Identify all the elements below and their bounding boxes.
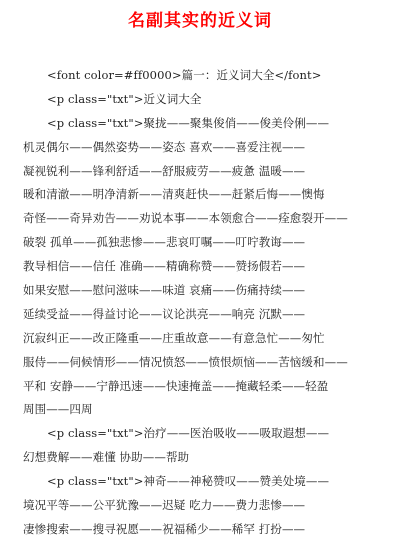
text-line [0,398,400,422]
line-text: <p class="txt">神奇——神秘赞叹——赞美处境—— [47,474,330,489]
text-line [0,231,400,255]
markup-line [0,422,400,446]
line-text: 机灵偶尔——偶然姿势——姿态 喜欢——喜爱注视—— [23,139,306,154]
text-line [0,183,400,207]
markup-line [0,64,400,88]
line-text: <font color=#ff0000>篇一：近义词大全</font> [47,68,322,82]
line-text: 破裂 孤单——孤独悲惨——悲哀叮嘱——叮咛教诲—— [23,235,306,250]
text-line [0,279,400,303]
line-text: <p class="txt">近义词大全 [47,91,202,106]
line-text: 如果安慰——慰问滋味——味道 哀痛——伤痛持续—— [23,283,306,298]
text-line [0,446,400,470]
text-line [0,207,400,231]
text-line [0,136,400,160]
document-title: 名副其实的近义词 [128,11,272,31]
line-text: 暖和清澈——明净清新——清爽赶快——赶紧后悔——懊悔 [23,187,325,202]
text-line [0,160,400,184]
line-text: 沉寂纠正——改正隆重——庄重故意——有意急忙——匆忙 [23,330,325,345]
line-text: 教导相信——信任 准确——精确称赞——赞扬假若—— [23,259,306,274]
markup-line [0,112,400,136]
markup-line [0,470,400,494]
line-text: 凄惨搜索——搜寻祝愿——祝福稀少——稀罕 打扮—— [23,521,306,536]
line-text: 周围——四周 [23,402,93,417]
document-body [0,64,400,542]
text-line [0,518,400,542]
text-line [0,351,400,375]
text-line [0,255,400,279]
text-line [0,375,400,399]
line-text: <p class="txt">聚拢——聚集俊俏——俊美伶俐—— [47,115,330,130]
line-text: 幻想费解——难懂 协助——帮助 [23,450,190,465]
text-line [0,303,400,327]
line-text: 凝视锐利——锋利舒适——舒服疲劳——疲惫 温暖—— [23,163,306,178]
line-text: 服侍——伺候情形——情况愤怒——愤恨烦恼——苦恼缓和—— [23,354,348,369]
line-text: 延续受益——得益讨论——议论洪亮——响亮 沉默—— [23,306,306,321]
line-text: 平和 安静——宁静迅速——快速掩盖——掩藏轻柔——轻盈 [23,378,329,393]
text-line [0,327,400,351]
line-text: 奇怪——奇异劝告——劝说本事——本领愈合——痊愈裂开—— [23,211,348,226]
markup-line [0,88,400,112]
line-text: 境况平等——公平犹豫——迟疑 吃力——费力悲惨—— [23,498,306,513]
line-text: <p class="txt">治疗——医治吸收——吸取遐想—— [47,426,330,441]
text-line [0,494,400,518]
